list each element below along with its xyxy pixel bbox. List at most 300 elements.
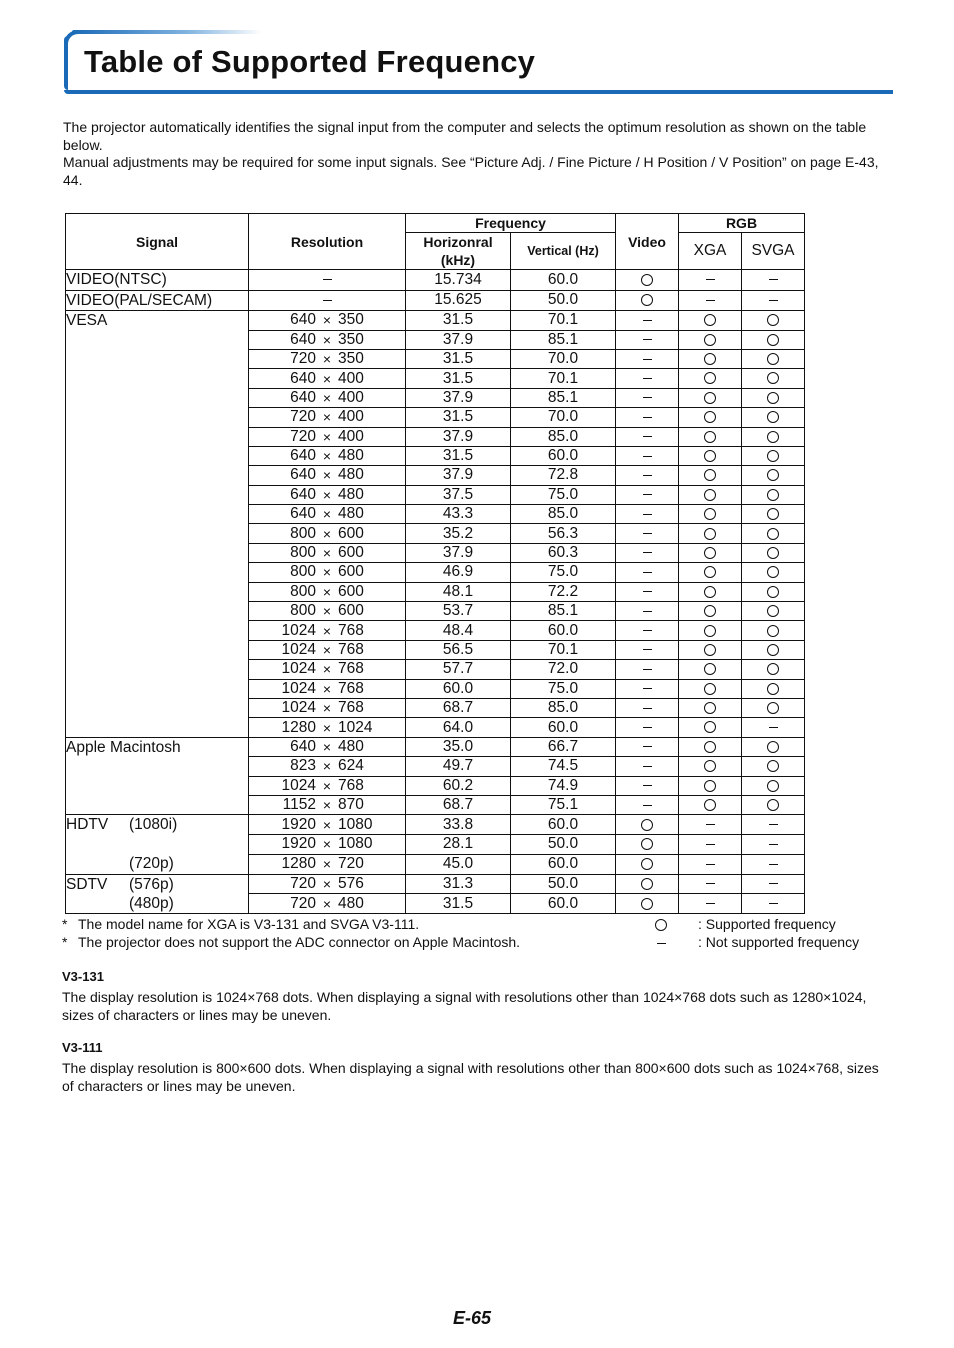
vertical-frequency-cell: 70.1	[511, 640, 616, 659]
horizontal-frequency-cell: 53.7	[406, 602, 511, 621]
not-supported-dash-icon	[643, 611, 652, 612]
svga-support-cell	[742, 505, 805, 524]
horizontal-frequency-cell: 35.2	[406, 524, 511, 543]
times-icon: ×	[322, 448, 332, 465]
footnote-text: The projector does not support the ADC connector on Apple Macintosh.	[78, 934, 521, 950]
times-icon: ×	[322, 389, 332, 406]
svga-support-cell	[742, 485, 805, 504]
intro-paragraph-1: The projector automatically identifies the signal input from the computer and selects the optimum resolution as shown on the table below.	[63, 119, 867, 153]
video-support-cell	[616, 369, 679, 388]
supported-circle-icon	[704, 469, 716, 481]
svga-support-cell	[742, 679, 805, 698]
resolution-height: 720	[338, 855, 364, 873]
video-support-cell	[616, 388, 679, 407]
footnote-row	[62, 915, 892, 933]
video-support-cell	[616, 815, 679, 835]
resolution-height: 480	[338, 447, 364, 465]
horizontal-frequency-cell: 31.5	[406, 349, 511, 368]
model-description: The display resolution is 1024×768 dots. When displaying a signal with resolutions other than 1024×768 dots such as 1280×1024, sizes of characters or lines may be uneven.	[62, 989, 867, 1023]
vertical-frequency-cell: 75.0	[511, 679, 616, 698]
header-video: Video	[616, 214, 679, 270]
times-icon: ×	[322, 895, 332, 912]
xga-support-cell	[679, 427, 742, 446]
not-supported-dash-icon	[769, 279, 778, 280]
vertical-frequency-cell: 85.1	[511, 602, 616, 621]
xga-support-cell	[679, 311, 742, 330]
xga-support-cell	[679, 466, 742, 485]
not-supported-dash-icon	[706, 864, 715, 865]
svga-support-cell	[742, 330, 805, 349]
xga-support-cell	[679, 795, 742, 814]
supported-circle-icon	[704, 683, 716, 695]
resolution-width: 1024	[281, 776, 316, 794]
supported-circle-icon	[704, 586, 716, 598]
resolution-height: 768	[338, 660, 364, 678]
table-row	[66, 737, 805, 756]
resolution-height: 600	[338, 582, 364, 600]
xga-support-cell	[679, 485, 742, 504]
video-support-cell	[616, 679, 679, 698]
supported-circle-icon	[704, 489, 716, 501]
resolution-width: 1152	[282, 796, 316, 814]
resolution-width: 720	[290, 874, 316, 892]
horizontal-frequency-cell: 37.9	[406, 466, 511, 485]
xga-support-cell	[679, 776, 742, 795]
xga-support-cell	[679, 543, 742, 562]
resolution-height: 480	[338, 505, 364, 523]
video-support-cell	[616, 894, 679, 914]
signal-cell	[66, 815, 249, 874]
svga-support-cell	[742, 582, 805, 601]
not-supported-dash-icon	[643, 727, 652, 728]
not-supported-dash-icon	[769, 883, 778, 884]
resolution-width: 720	[290, 408, 316, 426]
resolution-cell	[249, 543, 406, 562]
not-supported-dash-icon	[643, 533, 652, 534]
video-support-cell	[616, 757, 679, 776]
horizontal-frequency-cell: 37.9	[406, 330, 511, 349]
xga-support-cell	[679, 757, 742, 776]
xga-support-cell	[679, 369, 742, 388]
horizontal-frequency-cell: 56.5	[406, 640, 511, 659]
xga-support-cell	[679, 660, 742, 679]
resolution-cell	[249, 524, 406, 543]
svga-support-cell	[742, 270, 805, 290]
header-svga: SVGA	[742, 233, 805, 270]
signal-name: HDTV	[66, 816, 109, 834]
frequency-table	[65, 213, 805, 914]
video-support-cell	[616, 408, 679, 427]
supported-circle-icon	[767, 508, 779, 520]
vertical-frequency-cell: 50.0	[511, 835, 616, 855]
not-supported-dash-icon	[643, 708, 652, 709]
model-section-v3-131	[62, 968, 894, 1024]
horizontal-frequency-cell: 31.5	[406, 408, 511, 427]
resolution-cell	[249, 874, 406, 894]
times-icon: ×	[322, 370, 332, 387]
resolution-height: 400	[338, 369, 364, 387]
not-supported-dash-icon	[643, 378, 652, 379]
resolution-height: 1080	[338, 815, 373, 833]
xga-support-cell	[679, 388, 742, 407]
not-supported-dash-icon	[643, 630, 652, 631]
footnote-text: The model name for XGA is V3-131 and SVGA V3-111.	[78, 916, 420, 932]
not-supported-dash-icon	[643, 785, 652, 786]
vertical-frequency-cell: 60.0	[511, 854, 616, 874]
not-supported-dash-icon	[769, 824, 778, 825]
table-body	[66, 270, 805, 914]
not-supported-dash-icon	[323, 300, 332, 301]
vertical-frequency-cell: 75.0	[511, 563, 616, 582]
resolution-cell	[249, 485, 406, 504]
xga-support-cell	[679, 894, 742, 914]
signal-name: SDTV	[66, 875, 108, 893]
legend-circle-icon	[655, 915, 667, 933]
resolution-cell	[249, 311, 406, 330]
resolution-cell	[249, 270, 406, 290]
model-heading: V3-111	[62, 1040, 103, 1055]
supported-circle-icon	[641, 274, 653, 286]
xga-support-cell	[679, 835, 742, 855]
table-row	[66, 270, 805, 290]
not-supported-dash-icon	[643, 591, 652, 592]
supported-circle-icon	[704, 566, 716, 578]
times-icon: ×	[322, 719, 332, 736]
video-support-cell	[616, 446, 679, 465]
resolution-cell	[249, 854, 406, 874]
supported-circle-icon	[704, 799, 716, 811]
supported-circle-icon	[641, 858, 653, 870]
horizontal-frequency-cell: 31.5	[406, 369, 511, 388]
signal-cell	[66, 874, 249, 914]
video-support-cell	[616, 621, 679, 640]
resolution-height: 600	[338, 524, 364, 542]
svga-support-cell	[742, 835, 805, 855]
not-supported-dash-icon	[769, 903, 778, 904]
header-rgb: RGB	[679, 214, 805, 233]
resolution-width: 1280	[281, 855, 316, 873]
times-icon: ×	[322, 700, 332, 717]
video-support-cell	[616, 563, 679, 582]
supported-circle-icon	[641, 294, 653, 306]
supported-circle-icon	[704, 547, 716, 559]
supported-circle-icon	[767, 625, 779, 637]
times-icon: ×	[322, 661, 332, 678]
not-supported-dash-icon	[643, 688, 652, 689]
supported-circle-icon	[767, 683, 779, 695]
not-supported-dash-icon	[643, 320, 652, 321]
resolution-width: 640	[290, 330, 316, 348]
resolution-width: 1024	[281, 660, 316, 678]
signal-name: VIDEO(PAL/SECAM)	[66, 291, 213, 309]
svga-support-cell	[742, 408, 805, 427]
xga-support-cell	[679, 290, 742, 310]
supported-circle-icon	[767, 411, 779, 423]
vertical-frequency-cell: 60.0	[511, 270, 616, 290]
not-supported-dash-icon	[643, 397, 652, 398]
video-support-cell	[616, 737, 679, 756]
not-supported-dash-icon	[706, 279, 715, 280]
supported-circle-icon	[704, 372, 716, 384]
xga-support-cell	[679, 602, 742, 621]
video-support-cell	[616, 290, 679, 310]
vertical-frequency-cell: 66.7	[511, 737, 616, 756]
supported-circle-icon	[767, 489, 779, 501]
resolution-width: 640	[290, 447, 316, 465]
xga-support-cell	[679, 408, 742, 427]
supported-circle-icon	[704, 528, 716, 540]
supported-circle-icon	[767, 586, 779, 598]
horizontal-frequency-cell: 68.7	[406, 698, 511, 717]
resolution-width: 1920	[281, 835, 316, 853]
resolution-width: 720	[290, 894, 316, 912]
supported-circle-icon	[767, 663, 779, 675]
svga-support-cell	[742, 737, 805, 756]
times-icon: ×	[322, 856, 332, 873]
supported-circle-icon	[704, 314, 716, 326]
not-supported-dash-icon	[643, 649, 652, 650]
svga-support-cell	[742, 815, 805, 835]
signal-format: (720p)	[129, 855, 174, 873]
times-icon: ×	[322, 797, 332, 814]
svga-support-cell	[742, 427, 805, 446]
vertical-frequency-cell: 60.3	[511, 543, 616, 562]
video-support-cell	[616, 270, 679, 290]
not-supported-dash-icon	[643, 417, 652, 418]
not-supported-dash-icon	[706, 844, 715, 845]
table-header	[66, 214, 805, 270]
resolution-height: 400	[338, 427, 364, 445]
not-supported-dash-icon	[769, 844, 778, 845]
vertical-frequency-cell: 75.0	[511, 485, 616, 504]
resolution-height: 480	[338, 485, 364, 503]
resolution-width: 640	[290, 369, 316, 387]
supported-circle-icon	[767, 314, 779, 326]
not-supported-dash-icon	[643, 746, 652, 747]
resolution-cell	[249, 660, 406, 679]
vertical-frequency-cell: 70.0	[511, 408, 616, 427]
supported-circle-icon	[704, 721, 716, 733]
horizontal-frequency-cell: 31.3	[406, 874, 511, 894]
supported-circle-icon	[767, 644, 779, 656]
title-frame	[64, 30, 893, 92]
horizontal-frequency-cell: 46.9	[406, 563, 511, 582]
signal-name: VESA	[66, 312, 108, 330]
horizontal-frequency-cell: 68.7	[406, 795, 511, 814]
not-supported-dash-icon	[643, 359, 652, 360]
not-supported-dash-icon	[643, 494, 652, 495]
video-support-cell	[616, 602, 679, 621]
times-icon: ×	[322, 836, 332, 853]
vertical-frequency-cell: 70.1	[511, 311, 616, 330]
model-description: The display resolution is 800×600 dots. When displaying a signal with resolutions other than 800×600 dots such as 1024×768, sizes of characters or lines may be uneven.	[62, 1060, 879, 1094]
page-number: E-65	[453, 1308, 492, 1328]
svga-support-cell	[742, 349, 805, 368]
header-signal: Signal	[66, 214, 249, 270]
resolution-height: 350	[338, 311, 364, 329]
supported-circle-icon	[767, 741, 779, 753]
times-icon: ×	[322, 331, 332, 348]
vertical-frequency-cell: 60.0	[511, 621, 616, 640]
times-icon: ×	[322, 467, 332, 484]
supported-circle-icon	[704, 508, 716, 520]
times-icon: ×	[322, 777, 332, 794]
times-icon: ×	[322, 564, 332, 581]
legend-dash-icon	[655, 933, 667, 951]
resolution-width: 800	[290, 563, 316, 581]
times-icon: ×	[322, 603, 332, 620]
not-supported-dash-icon	[706, 300, 715, 301]
video-support-cell	[616, 466, 679, 485]
horizontal-frequency-cell: 43.3	[406, 505, 511, 524]
times-icon: ×	[322, 738, 332, 755]
header-frequency: Frequency	[406, 214, 616, 233]
resolution-cell	[249, 349, 406, 368]
svga-support-cell	[742, 660, 805, 679]
footnotes	[62, 915, 892, 951]
xga-support-cell	[679, 349, 742, 368]
resolution-height: 480	[338, 466, 364, 484]
resolution-width: 800	[290, 602, 316, 620]
times-icon: ×	[322, 312, 332, 329]
signal-cell	[66, 737, 249, 815]
supported-circle-icon	[641, 819, 653, 831]
times-icon: ×	[322, 875, 332, 892]
times-icon: ×	[322, 545, 332, 562]
supported-circle-icon	[704, 605, 716, 617]
resolution-height: 350	[338, 350, 364, 368]
resolution-height: 600	[338, 563, 364, 581]
supported-circle-icon	[767, 450, 779, 462]
video-support-cell	[616, 505, 679, 524]
vertical-frequency-cell: 70.0	[511, 349, 616, 368]
svga-support-cell	[742, 698, 805, 717]
horizontal-frequency-cell: 60.2	[406, 776, 511, 795]
supported-circle-icon	[641, 838, 653, 850]
signal-cell	[66, 311, 249, 738]
supported-circle-icon	[767, 469, 779, 481]
supported-circle-icon	[704, 760, 716, 772]
xga-support-cell	[679, 330, 742, 349]
vertical-frequency-cell: 60.0	[511, 894, 616, 914]
supported-circle-icon	[767, 431, 779, 443]
header-xga: XGA	[679, 233, 742, 270]
not-supported-dash-icon	[643, 456, 652, 457]
supported-circle-icon	[704, 334, 716, 346]
resolution-width: 640	[290, 485, 316, 503]
signal-cell	[66, 270, 249, 290]
supported-circle-icon	[704, 450, 716, 462]
resolution-width: 720	[290, 350, 316, 368]
vertical-frequency-cell: 85.0	[511, 505, 616, 524]
resolution-height: 768	[338, 621, 364, 639]
header-horizontal: Horizonral (kHz)	[406, 233, 511, 270]
resolution-height: 600	[338, 602, 364, 620]
resolution-height: 768	[338, 776, 364, 794]
horizontal-frequency-cell: 60.0	[406, 679, 511, 698]
title-frame-left-bar	[64, 36, 68, 90]
resolution-height: 400	[338, 408, 364, 426]
vertical-frequency-cell: 72.0	[511, 660, 616, 679]
resolution-width: 800	[290, 544, 316, 562]
horizontal-frequency-cell: 28.1	[406, 835, 511, 855]
xga-support-cell	[679, 582, 742, 601]
not-supported-dash-icon	[769, 727, 778, 728]
video-support-cell	[616, 795, 679, 814]
times-icon: ×	[322, 583, 332, 600]
vertical-frequency-cell: 85.0	[511, 698, 616, 717]
model-section-v3-111	[62, 1039, 894, 1095]
xga-support-cell	[679, 446, 742, 465]
resolution-width: 640	[290, 311, 316, 329]
supported-circle-icon	[767, 547, 779, 559]
resolution-width: 640	[290, 388, 316, 406]
svga-support-cell	[742, 466, 805, 485]
supported-circle-icon	[641, 878, 653, 890]
resolution-cell	[249, 446, 406, 465]
header-resolution: Resolution	[249, 214, 406, 270]
not-supported-dash-icon	[706, 824, 715, 825]
not-supported-dash-icon	[706, 903, 715, 904]
resolution-width: 800	[290, 582, 316, 600]
model-heading: V3-131	[62, 969, 104, 984]
svga-support-cell	[742, 640, 805, 659]
signal-format: (480p)	[129, 894, 174, 912]
video-support-cell	[616, 543, 679, 562]
xga-support-cell	[679, 505, 742, 524]
vertical-frequency-cell: 60.0	[511, 718, 616, 737]
vertical-frequency-cell: 50.0	[511, 290, 616, 310]
title-frame-top-accent	[72, 30, 262, 34]
supported-circle-icon	[641, 898, 653, 910]
not-supported-dash-icon	[643, 669, 652, 670]
resolution-cell	[249, 466, 406, 485]
times-icon: ×	[322, 758, 332, 775]
horizontal-frequency-cell: 48.1	[406, 582, 511, 601]
horizontal-frequency-cell: 15.625	[406, 290, 511, 310]
supported-circle-icon	[767, 566, 779, 578]
video-support-cell	[616, 640, 679, 659]
video-support-cell	[616, 349, 679, 368]
supported-circle-icon	[704, 741, 716, 753]
supported-circle-icon	[704, 644, 716, 656]
supported-circle-icon	[767, 760, 779, 772]
resolution-cell	[249, 330, 406, 349]
supported-circle-icon	[767, 353, 779, 365]
signal-format: (1080i)	[129, 816, 178, 834]
xga-support-cell	[679, 679, 742, 698]
horizontal-frequency-cell: 37.5	[406, 485, 511, 504]
resolution-cell	[249, 894, 406, 914]
xga-support-cell	[679, 718, 742, 737]
svga-support-cell	[742, 388, 805, 407]
resolution-width: 1920	[281, 815, 316, 833]
resolution-width: 640	[290, 505, 316, 523]
video-support-cell	[616, 427, 679, 446]
supported-circle-icon	[767, 780, 779, 792]
legend-not-supported-text: : Not supported frequency	[698, 934, 860, 950]
resolution-cell	[249, 505, 406, 524]
table-row	[66, 290, 805, 310]
horizontal-frequency-cell: 15.734	[406, 270, 511, 290]
svga-support-cell	[742, 290, 805, 310]
supported-circle-icon	[704, 702, 716, 714]
vertical-frequency-cell: 60.0	[511, 446, 616, 465]
resolution-cell	[249, 408, 406, 427]
not-supported-dash-icon	[323, 279, 332, 280]
horizontal-frequency-cell: 49.7	[406, 757, 511, 776]
resolution-width: 823	[290, 757, 316, 775]
